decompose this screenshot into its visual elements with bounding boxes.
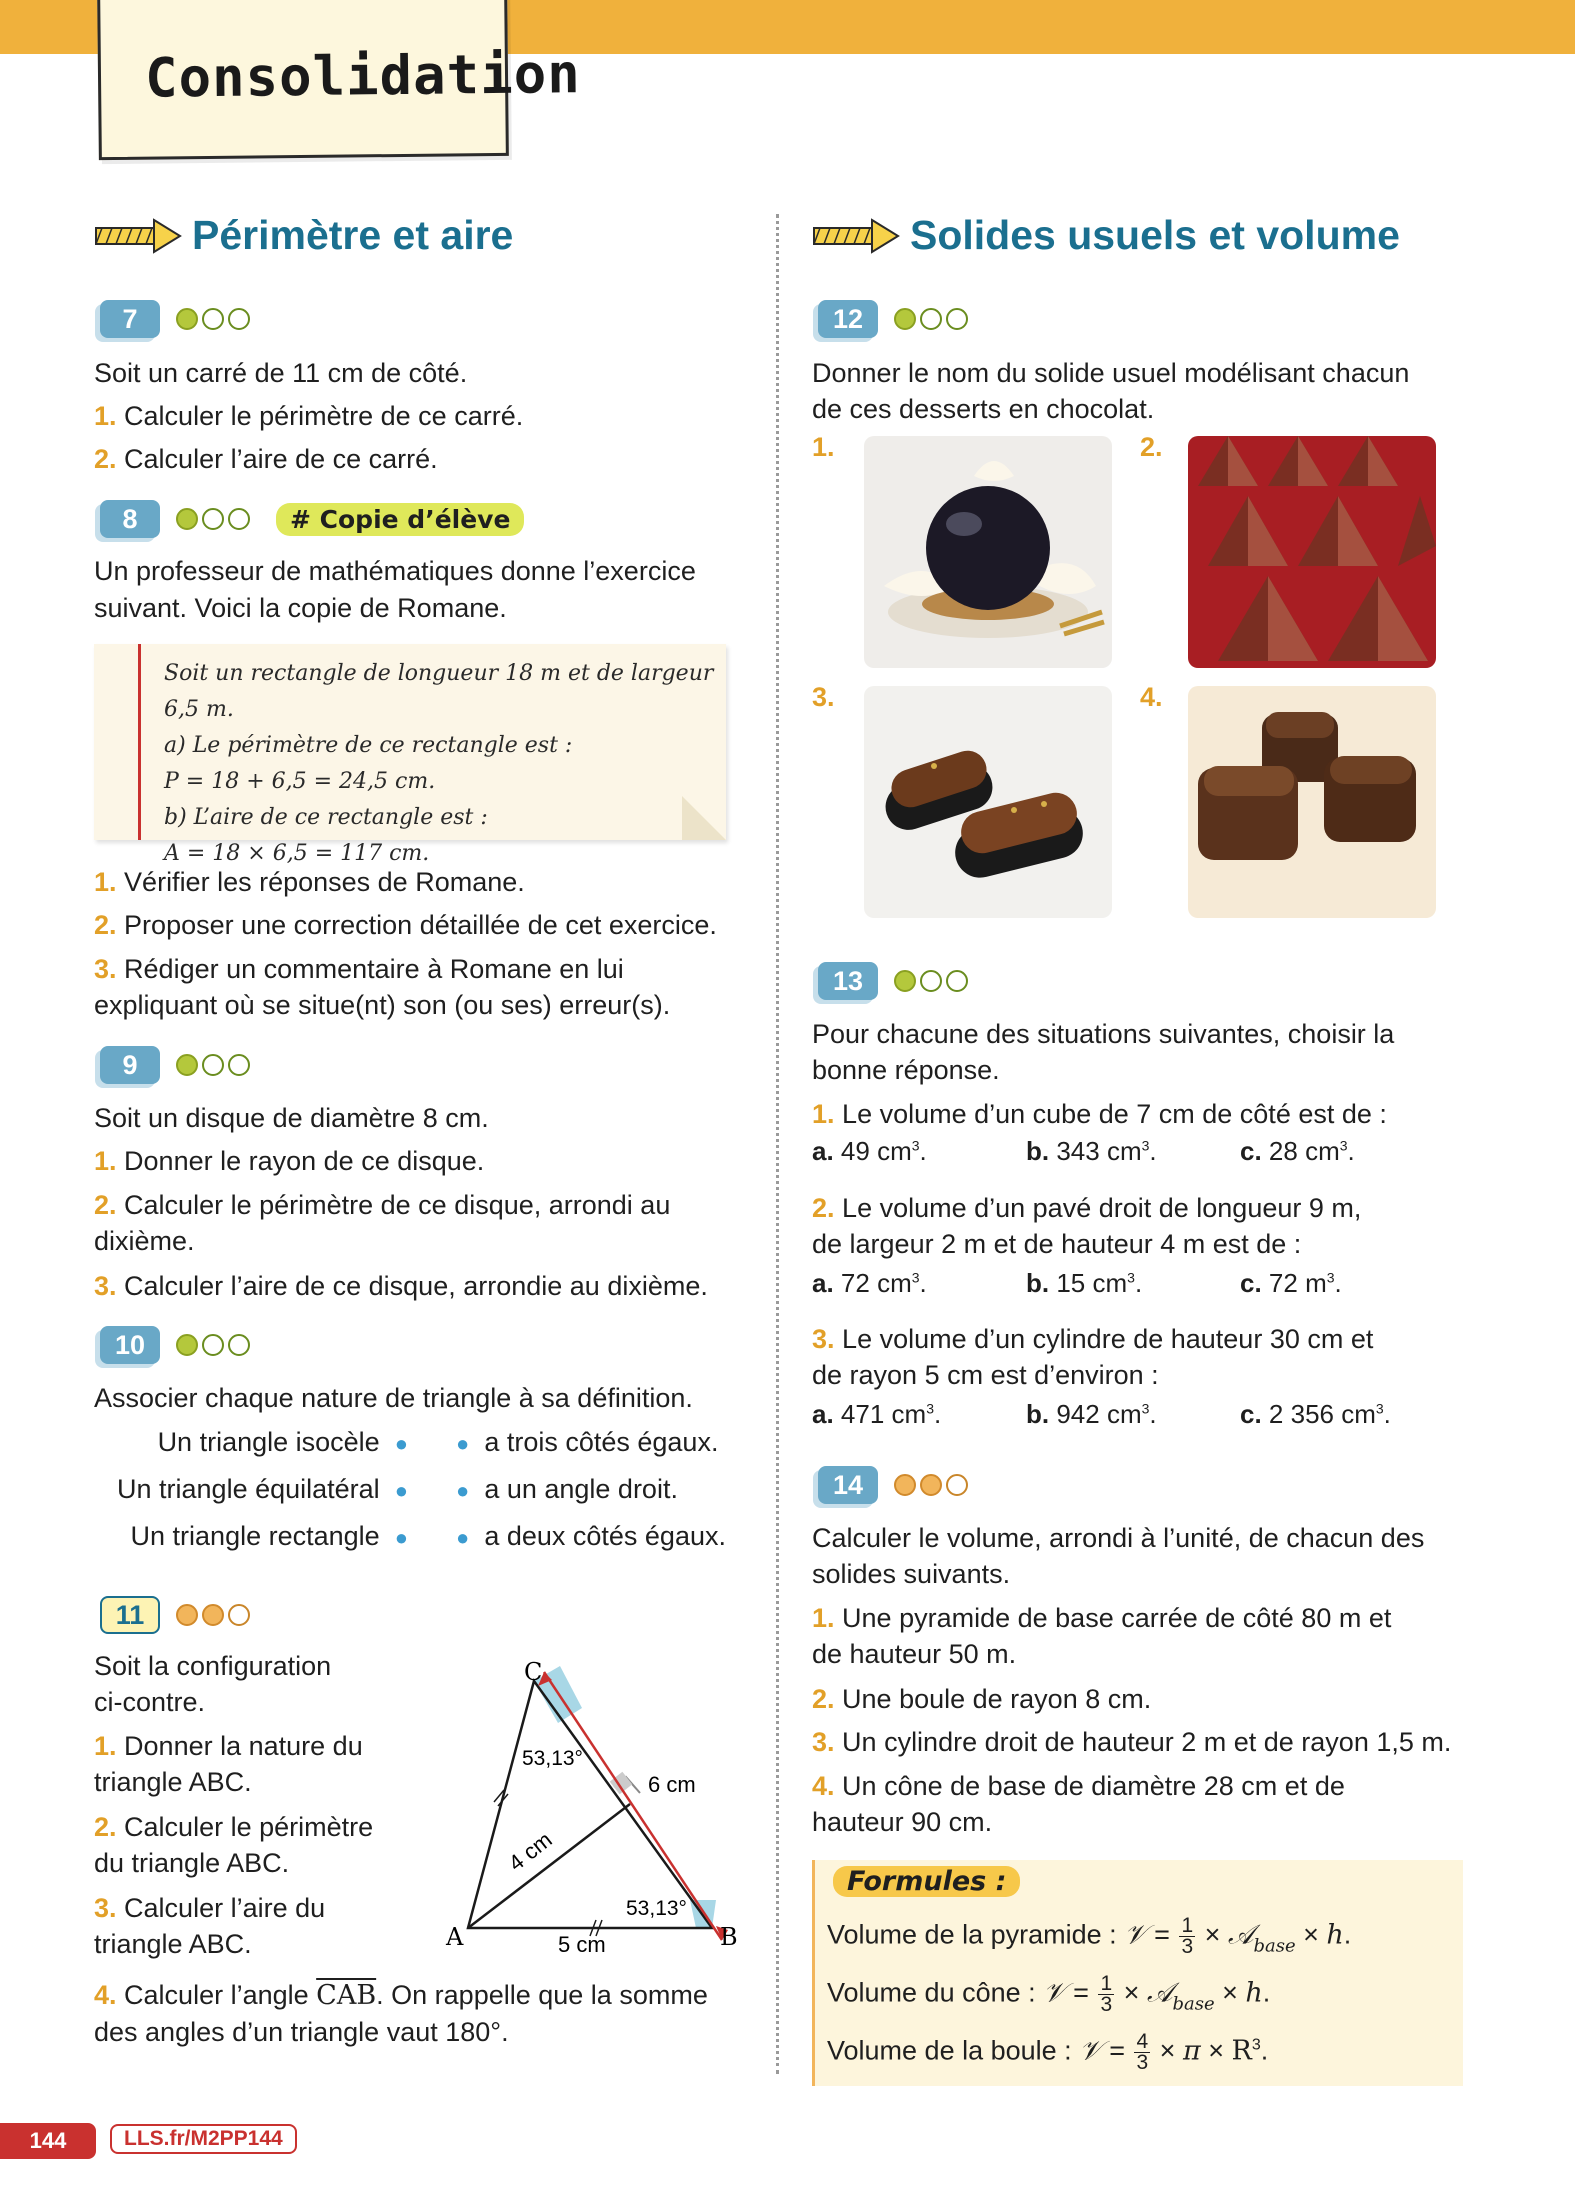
ex8-intro-2: suivant. Voici la copie de Romane. [94,593,507,623]
photo-cube-chocolates [1188,686,1436,918]
formulas-box [812,1860,1463,2086]
exercise-8-header [100,500,524,538]
exercise-number: 9 [100,1046,160,1084]
triangle-abc [468,1681,712,1928]
ex13-q1-choice-b: b. 343 $cm^3$. [1026,1136,1157,1166]
exercise-number: 12 [818,300,878,338]
section-heading: Périmètre et aire [192,212,514,258]
page-title-card [97,0,581,160]
photo-label-1: 1. [812,432,835,462]
exercise-number: 8 [100,500,160,538]
ex13-q3-choice-a: a. 471 $cm^3$. [812,1399,942,1429]
ex7-intro: Soit un carré de 11 cm de côté. [94,358,468,388]
copie-eleve-tag: # Copie d’élève [276,503,524,536]
ex8-intro-1: Un professeur de mathématiques donne l’exercice [94,556,696,586]
page-number: 144 [0,2123,96,2159]
section-title-perimetre [94,212,513,259]
photo-cylinder-eclairs [864,686,1112,918]
exercise-9-header [100,1046,254,1084]
ex11-item-2: 2. Calculer le périmètre du triangle ABC. [94,1812,374,1878]
ex14-item-4: 4. Un cône de base de diamètre 28 cm et de hauteur 90 cm. [812,1771,1345,1837]
difficulty-dots [176,308,254,330]
ex13-q3: 3. Le volume d’un cylindre de hauteur 30 cm et de rayon 5 cm est d’environ : [812,1324,1374,1390]
ex13-q1-choice-c: c. 28 $cm^3$. [1240,1136,1355,1166]
margin-line [138,644,141,840]
ex9-intro: Soit un disque de diamètre 8 cm. [94,1103,489,1133]
length-ah: 4 cm [503,1826,557,1876]
ex13-q2-choice-b: b. 15 $cm^3$. [1026,1268,1143,1298]
formula-pyramide: Volume de la pyramide : 𝒱 = $\frac{1}{3}$ × 𝒜$_{base}$ × h. [827,1914,1352,1958]
exercise-10-header [100,1326,254,1364]
ex10-intro: Associer chaque nature de triangle à sa définition. [94,1383,693,1413]
ex13-q1: 1. Le volume d’un cube de 7 cm de côté est de : [812,1099,1387,1129]
match-left-2: Un triangle équilatéral ● [117,1474,408,1504]
exercise-number: 14 [818,1466,878,1504]
formula-boule: Volume de la boule : 𝒱 = $\frac{4}{3}$ × $\pi \times R^3$. [827,2030,1269,2074]
exercise-11-header [100,1596,254,1634]
formulas-title: Formules : [833,1866,1020,1897]
label-b: B [720,1923,738,1951]
angle-b-value: 53,13° [626,1897,687,1920]
ex13-q2-choice-a: a. 72 $cm^3$. [812,1268,927,1298]
difficulty-dots [176,1334,254,1356]
ex7-item-1: 1. Calculer le périmètre de ce carré. [94,401,524,431]
match-right-2: ● a un angle droit. [456,1474,678,1504]
match-left-1: Un triangle isocèle ● [157,1427,408,1457]
ex14-item-3: 3. Un cylindre droit de hauteur 2 m et de rayon 1,5 m. [812,1727,1452,1757]
exercise-number: 10 [100,1326,160,1364]
resource-link[interactable]: LLS.fr/M2PP144 [110,2124,297,2154]
ex12-intro: Donner le nom du solide usuel modélisant chacun de ces desserts en chocolat. [812,358,1410,424]
ex13-intro: Pour chacune des situations suivantes, choisir la bonne réponse. [812,1019,1395,1085]
ex9-item-1: 1. Donner le rayon de ce disque. [94,1146,485,1176]
exercise-number: 13 [818,962,878,1000]
ex13-q3-choice-c: c. 2 356 $cm^3$. [1240,1399,1391,1429]
height-ah [468,1804,630,1928]
student-copy [94,644,726,866]
ex8-item-2: 2. Proposer une correction détaillée de cet exercice. [94,910,717,940]
length-cb: 6 cm [648,1772,696,1797]
ex11-intro: Soit la configuration ci-contre. [94,1651,332,1717]
ex9-item-2: 2. Calculer le périmètre de ce disque, arrondi au dixième. [94,1190,671,1256]
difficulty-dots [176,1604,254,1626]
page-fold [682,796,726,840]
photo-label-3: 3. [812,682,835,712]
angle-c-value: 53,13° [522,1747,583,1770]
ex13-q2-choice-c: c. 72 $m^3$. [1240,1268,1342,1298]
difficulty-dots [894,970,972,992]
ex11-item-4: 4. Calculer l’angle $\overline{CAB}$. On rappelle que la somme des angles d’un triangle vaut 180°. [94,1980,708,2047]
exercise-7-header [100,300,254,338]
ex7-item-2: 2. Calculer l’aire de ce carré. [94,444,438,474]
difficulty-dots [894,308,972,330]
ex13-q1-choice-a: a. 49 $cm^3$. [812,1136,927,1166]
difficulty-dots [176,1054,254,1076]
section-title-solides [812,212,1400,259]
ex9-item-3: 3. Calculer l’aire de ce disque, arrondie au dixième. [94,1271,708,1301]
ex11-item-3: 3. Calculer l’aire du triangle ABC. [94,1893,326,1959]
match-right-3: ● a deux côtés égaux. [456,1521,726,1551]
ex8-item-1: 1. Vérifier les réponses de Romane. [94,867,525,897]
photo-label-4: 4. [1140,682,1163,712]
ex13-q3-choice-b: b. 942 $cm^3$. [1026,1399,1157,1429]
label-c: C [524,1658,543,1686]
photo-pyramid-chocolates [1188,436,1436,668]
ex11-item-1: 1. Donner la nature du triangle ABC. [94,1731,363,1797]
page-title: Consolidation [144,42,581,110]
ex14-item-2: 2. Une boule de rayon 8 cm. [812,1684,1152,1714]
photo-sphere-dessert [864,436,1112,668]
photo-label-2: 2. [1140,432,1163,462]
column-divider [776,214,779,2074]
label-a: A [446,1923,464,1951]
triangle-figure [430,1650,750,1960]
section-heading: Solides usuels et volume [910,212,1400,258]
arrow-icon [812,216,900,256]
ex8-item-3: 3. Rédiger un commentaire à Romane en lui expliquant où se situe(nt) son (ou ses) erreur(s). [94,954,671,1020]
student-copy-text: Soit un rectangle de longueur 18 m et de largeur 6,5 m. a) Le périmètre de ce rectangle est : P = 18 + 6,5 = 24,5 cm. b) L’aire de ce rectangle est : A = 18 × 6,5 = 117 cm. [164,661,714,866]
exercise-12-header [818,300,972,338]
length-ab: 5 cm [558,1932,606,1957]
formula-cone: Volume du cône : 𝒱 = $\frac{1}{3}$ × 𝒜$_{base}$ × h. [827,1972,1271,2016]
ex14-item-1: 1. Une pyramide de base carrée de côté 80 m et de hauteur 50 m. [812,1603,1392,1669]
match-right-1: ● a trois côtés égaux. [456,1427,719,1457]
difficulty-dots [176,508,254,530]
arrow-icon [94,216,182,256]
exercise-number: 11 [100,1596,160,1634]
match-left-3: Un triangle rectangle ● [130,1521,408,1551]
exercise-number: 7 [100,300,160,338]
ex14-intro: Calculer le volume, arrondi à l’unité, de chacun des solides suivants. [812,1523,1425,1589]
exercise-13-header [818,962,972,1000]
difficulty-dots [894,1474,972,1496]
exercise-14-header [818,1466,972,1504]
ex13-q2: 2. Le volume d’un pavé droit de longueur 9 m, de largeur 2 m et de hauteur 4 m est de : [812,1193,1362,1259]
